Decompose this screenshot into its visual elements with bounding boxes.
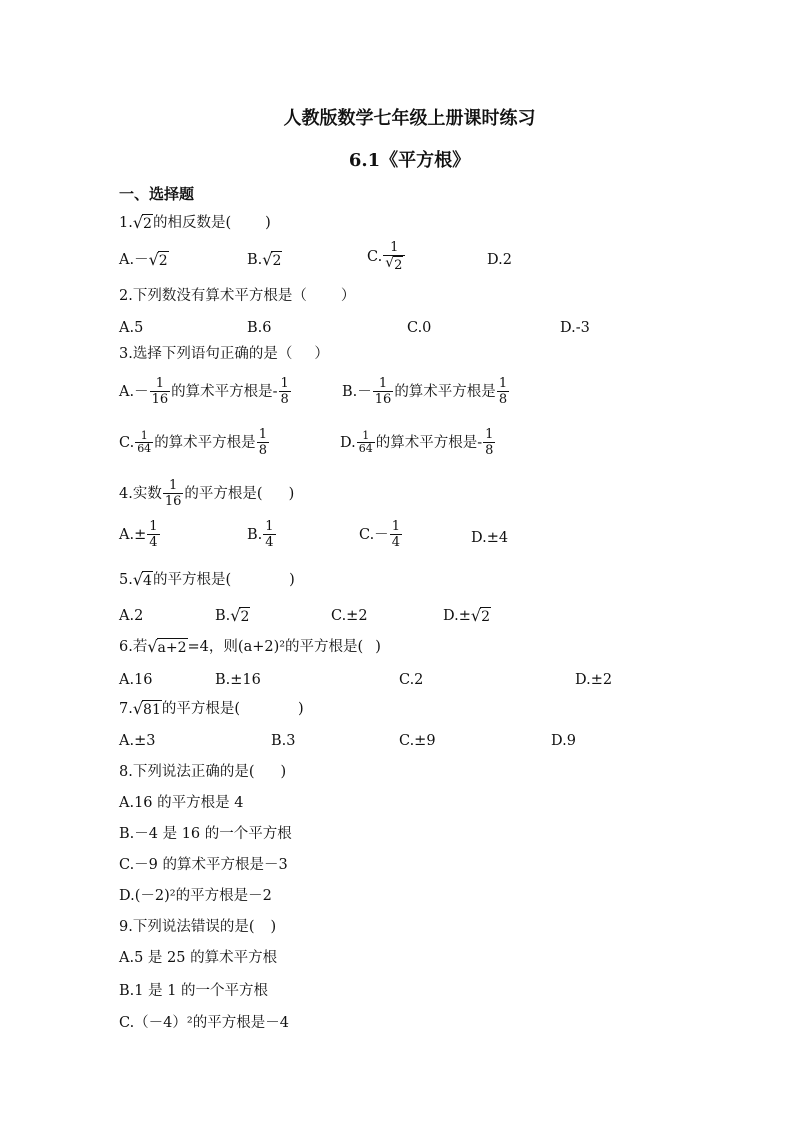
radicand: 2 xyxy=(272,252,282,269)
q4-stem: 4.实数 xyxy=(119,485,162,502)
sqrt-symbol: √ 81 xyxy=(132,698,161,718)
q3-option-a xyxy=(119,376,292,407)
q3-option-d xyxy=(340,427,496,458)
q4-close: ) xyxy=(288,485,295,502)
option-label: C.－ xyxy=(359,526,389,543)
sqrt-symbol: √ 2 xyxy=(385,255,403,273)
sqrt-symbol: √ a+2 xyxy=(147,636,187,656)
denominator: 64 xyxy=(358,442,373,455)
question-5 xyxy=(119,570,295,590)
fraction xyxy=(483,427,495,458)
denominator: 64 xyxy=(137,442,152,455)
q6-option-a: A.16 xyxy=(119,672,153,688)
question-7 xyxy=(119,699,304,719)
q9-stem: 9.下列说法错误的是( xyxy=(119,919,255,935)
q2-close: ） xyxy=(340,288,356,304)
fraction xyxy=(373,376,394,407)
q2-option-b: B.6 xyxy=(247,320,272,336)
question-9 xyxy=(119,917,276,937)
q1-stem: 的相反数是( xyxy=(152,215,232,231)
denominator xyxy=(383,255,405,273)
numerator: 1 xyxy=(168,478,178,493)
denominator: 8 xyxy=(258,443,267,458)
q1-number: 1. xyxy=(119,215,133,231)
denominator: 16 xyxy=(151,392,169,407)
question-2 xyxy=(119,286,355,306)
sqrt-symbol: √ 2 xyxy=(132,212,152,232)
q3-stem: 3.选择下列语句正确的是（ xyxy=(119,346,293,362)
q1-option-d: D.2 xyxy=(487,252,512,268)
radicand: 2 xyxy=(158,252,168,269)
option-label: A. xyxy=(119,252,135,268)
option-label: B. xyxy=(247,252,263,268)
document-title: 人教版数学七年级上册课时练习 xyxy=(283,108,536,129)
q8-option-b: B.－4 是 16 的一个平方根 xyxy=(119,826,292,842)
option-label: A.－ xyxy=(119,383,149,400)
radicand: 2 xyxy=(240,608,250,625)
numerator: 1 xyxy=(155,376,164,391)
option-text: 的算术平方根是- xyxy=(171,383,278,400)
q2-option-c: C.0 xyxy=(407,320,432,336)
option-label: D.± xyxy=(443,608,471,624)
q8-stem: 8.下列说法正确的是( xyxy=(119,764,255,780)
q4-stem: 的平方根是( xyxy=(184,485,263,502)
numerator: 1 xyxy=(362,429,370,442)
fraction xyxy=(357,430,375,455)
fraction xyxy=(147,519,159,550)
option-label: A.± xyxy=(119,526,147,543)
question-8 xyxy=(119,762,286,782)
q4-option-d: D.±4 xyxy=(471,530,509,546)
fraction xyxy=(383,240,405,273)
q8-option-c: C.－9 的算术平方根是－3 xyxy=(119,857,288,873)
q7-option-a: A.±3 xyxy=(119,733,156,749)
q6-close: ) xyxy=(375,639,381,655)
q2-option-d: D.-3 xyxy=(560,320,590,336)
q4-option-c xyxy=(359,519,403,550)
question-6 xyxy=(119,637,381,657)
q8-option-a: A.16 的平方根是 4 xyxy=(119,795,244,811)
option-label: D. xyxy=(340,434,356,451)
q6-stem: =4，则(a+2)²的平方根是( xyxy=(187,639,364,655)
numerator: 1 xyxy=(390,240,399,255)
option-text: 的算术平方根是- xyxy=(375,434,483,451)
numerator: 1 xyxy=(265,519,274,534)
sqrt-symbol: √ 4 xyxy=(132,569,152,589)
q9-option-a: A.5 是 25 的算术平方根 xyxy=(119,950,278,966)
radicand: 81 xyxy=(143,701,161,718)
denominator: 4 xyxy=(149,535,158,550)
q5-close: ) xyxy=(289,572,295,588)
fraction xyxy=(257,427,269,458)
numerator: 1 xyxy=(280,376,289,391)
q5-option-d xyxy=(443,606,491,626)
q6-option-b: B.±16 xyxy=(215,672,261,688)
option-label: B. xyxy=(215,608,231,624)
q3-option-c xyxy=(119,427,270,458)
radicand: 4 xyxy=(143,572,152,589)
denominator: 16 xyxy=(164,494,182,509)
numerator: 1 xyxy=(258,427,267,442)
numerator: 1 xyxy=(391,519,400,534)
numerator: 1 xyxy=(378,376,388,391)
denominator: 16 xyxy=(374,392,392,407)
fraction xyxy=(263,519,275,550)
q7-option-b: B.3 xyxy=(271,733,296,749)
fraction xyxy=(163,478,184,509)
denominator: 8 xyxy=(498,392,508,407)
q9-close: ) xyxy=(270,919,277,935)
sqrt-symbol: √ 2 xyxy=(148,249,168,269)
radicand: 2 xyxy=(481,608,490,625)
q7-stem: 的平方根是( xyxy=(161,701,241,717)
sqrt-symbol: √ 2 xyxy=(230,605,250,625)
numerator: 1 xyxy=(498,376,508,391)
q1-option-a xyxy=(119,250,169,270)
q7-option-d: D.9 xyxy=(551,733,576,749)
numerator: 1 xyxy=(485,427,494,442)
denominator: 4 xyxy=(391,535,400,550)
fraction xyxy=(150,376,171,407)
fraction xyxy=(390,519,402,550)
q5-stem: 的平方根是( xyxy=(152,572,232,588)
q4-option-b xyxy=(247,519,277,550)
q7-option-c: C.±9 xyxy=(399,733,436,749)
question-1 xyxy=(119,213,271,233)
question-4 xyxy=(119,478,294,509)
q3-close: ） xyxy=(314,346,329,362)
q1-radicand: 2 xyxy=(143,215,152,232)
sqrt-symbol: √ 2 xyxy=(262,249,282,269)
q5-number: 5. xyxy=(119,572,133,588)
q6-option-d: D.±2 xyxy=(575,672,613,688)
q8-close: ) xyxy=(280,764,287,780)
q1-option-c xyxy=(367,240,406,273)
denominator: 4 xyxy=(265,535,274,550)
q7-close: ) xyxy=(298,701,304,717)
fraction xyxy=(279,376,291,407)
q5-option-a: A.2 xyxy=(119,608,144,624)
question-3 xyxy=(119,344,329,364)
q7-number: 7. xyxy=(119,701,133,717)
sqrt-symbol: √ 2 xyxy=(470,605,490,625)
option-label: C. xyxy=(119,434,135,451)
denominator: 8 xyxy=(280,392,289,407)
q9-option-c: C.（－4）²的平方根是－4 xyxy=(119,1015,289,1031)
q8-option-d: D.(－2)²的平方根是－2 xyxy=(119,888,272,904)
document-subtitle: 6.1《平方根》 xyxy=(348,150,471,171)
numerator: 1 xyxy=(149,519,158,534)
q2-option-a: A.5 xyxy=(119,320,144,336)
fraction xyxy=(497,376,509,407)
option-label: B. xyxy=(247,526,263,543)
section-heading: 一、选择题 xyxy=(119,185,195,203)
minus-sign: － xyxy=(134,252,149,268)
radicand: a+2 xyxy=(157,639,187,656)
q5-option-b xyxy=(215,606,250,626)
q2-stem: 2.下列数没有算术平方根是（ xyxy=(119,288,307,304)
q5-option-c: C.±2 xyxy=(331,608,368,624)
q4-option-a xyxy=(119,519,161,550)
denominator: 8 xyxy=(485,443,494,458)
numerator: 1 xyxy=(140,429,148,442)
fraction xyxy=(135,430,153,455)
q6-option-c: C.2 xyxy=(399,672,424,688)
option-text: 的算术平方根是 xyxy=(154,434,256,451)
q1-option-b xyxy=(247,250,282,270)
option-text: 的算术平方根是 xyxy=(394,383,496,400)
q1-close: ) xyxy=(265,215,271,231)
option-label: C. xyxy=(367,248,383,265)
radicand: 2 xyxy=(394,258,403,273)
q9-option-b: B.1 是 1 的一个平方根 xyxy=(119,983,269,999)
q6-number: 6.若 xyxy=(119,639,148,655)
q3-option-b xyxy=(342,376,510,407)
option-label: B.－ xyxy=(342,383,372,400)
